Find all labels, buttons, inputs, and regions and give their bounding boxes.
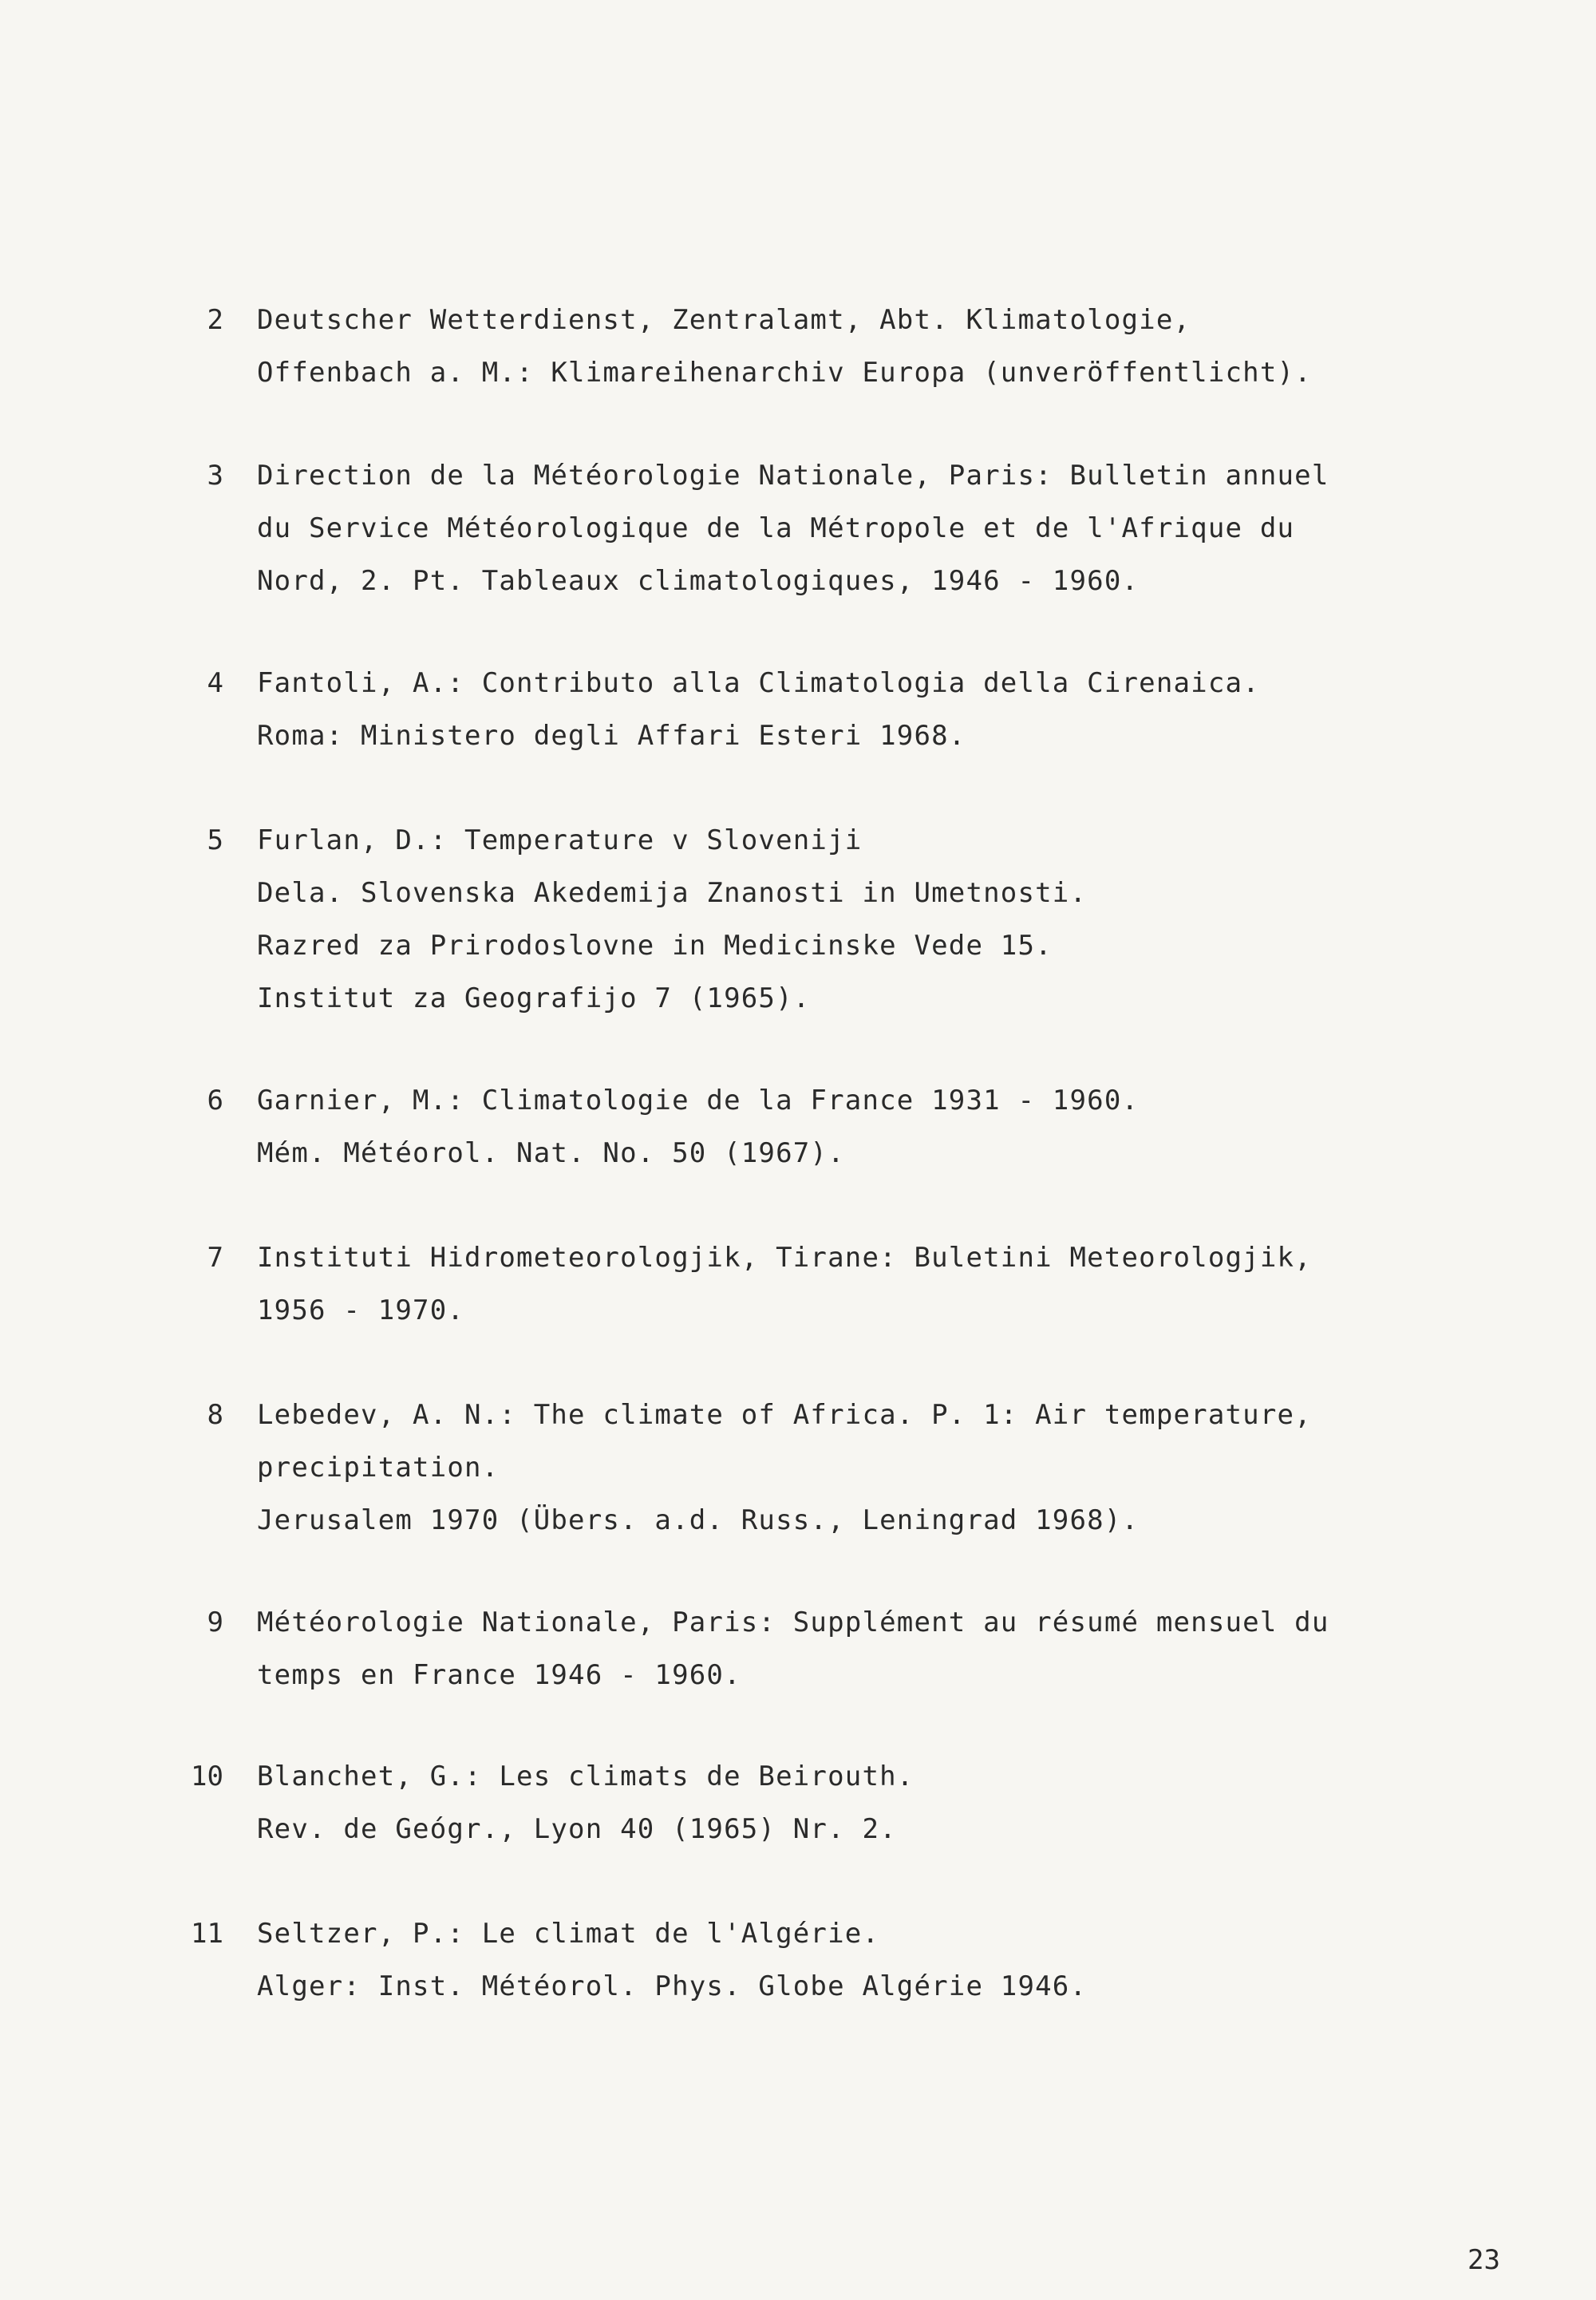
reference-text (257, 1907, 1422, 2013)
reference-line: Mém. Météorol. Nat. No. 50 (1967). (257, 1137, 845, 1169)
reference-text (257, 1231, 1422, 1337)
reference-line: precipitation. (257, 1452, 500, 1484)
reference-line: Deutscher Wetterdienst, Zentralamt, Abt. Klimatologie, (257, 304, 1191, 336)
reference-number: 9 (207, 1606, 223, 1638)
reference-line: Garnier, M.: Climatologie de la France 1931 - 1960. (257, 1085, 1140, 1116)
reference-line: Jerusalem 1970 (Übers. a.d. Russ., Leningrad 1968). (257, 1504, 1140, 1536)
reference-number: 3 (207, 460, 223, 492)
reference-number: 4 (207, 667, 223, 699)
reference-line: Lebedev, A. N.: The climate of Africa. P. 1: Air temperature, (257, 1399, 1312, 1431)
reference-number: 2 (207, 304, 223, 336)
reference-line: du Service Météorologique de la Métropole et de l'Afrique du (257, 512, 1295, 544)
reference-number: 10 (191, 1761, 223, 1792)
page-number: 23 (1468, 2244, 1500, 2276)
reference-text (257, 449, 1422, 607)
reference-line: Furlan, D.: Temperature v Sloveniji (257, 824, 863, 856)
reference-number: 7 (207, 1242, 223, 1274)
reference-number: 11 (191, 1918, 223, 1950)
reference-line: Direction de la Météorologie Nationale, Paris: Bulletin annuel (257, 460, 1329, 492)
reference-number: 5 (207, 824, 223, 856)
reference-number: 6 (207, 1085, 223, 1116)
reference-line: Alger: Inst. Météorol. Phys. Globe Algérie 1946. (257, 1970, 1088, 2002)
reference-line: Nord, 2. Pt. Tableaux climatologiques, 1946 - 1960. (257, 565, 1140, 597)
reference-line: Dela. Slovenska Akedemija Znanosti in Umetnosti. (257, 877, 1088, 909)
reference-line: Instituti Hidrometeorologjik, Tirane: Buletini Meteorologjik, (257, 1242, 1312, 1274)
reference-line: Rev. de Geógr., Lyon 40 (1965) Nr. 2. (257, 1813, 897, 1845)
reference-line: Institut za Geografijo 7 (1965). (257, 982, 811, 1014)
reference-line: Fantoli, A.: Contributo alla Climatologia della Cirenaica. (257, 667, 1260, 699)
reference-line: 1956 - 1970. (257, 1294, 465, 1326)
reference-text (257, 294, 1422, 399)
reference-line: Offenbach a. M.: Klimareihenarchiv Europa (unveröffentlicht). (257, 357, 1312, 389)
reference-line: Blanchet, G.: Les climats de Beirouth. (257, 1761, 915, 1792)
reference-line: temps en France 1946 - 1960. (257, 1659, 741, 1691)
reference-text (257, 1596, 1422, 1701)
reference-number: 8 (207, 1399, 223, 1431)
reference-line: Météorologie Nationale, Paris: Supplément au résumé mensuel du (257, 1606, 1329, 1638)
reference-line: Seltzer, P.: Le climat de l'Algérie. (257, 1918, 880, 1950)
reference-line: Roma: Ministero degli Affari Esteri 1968. (257, 720, 966, 752)
reference-text (257, 1389, 1422, 1547)
reference-text (257, 1750, 1422, 1855)
reference-text (257, 1074, 1422, 1180)
reference-line: Razred za Prirodoslovne in Medicinske Vede 15. (257, 930, 1053, 962)
reference-text (257, 814, 1422, 1025)
reference-text (257, 657, 1422, 762)
